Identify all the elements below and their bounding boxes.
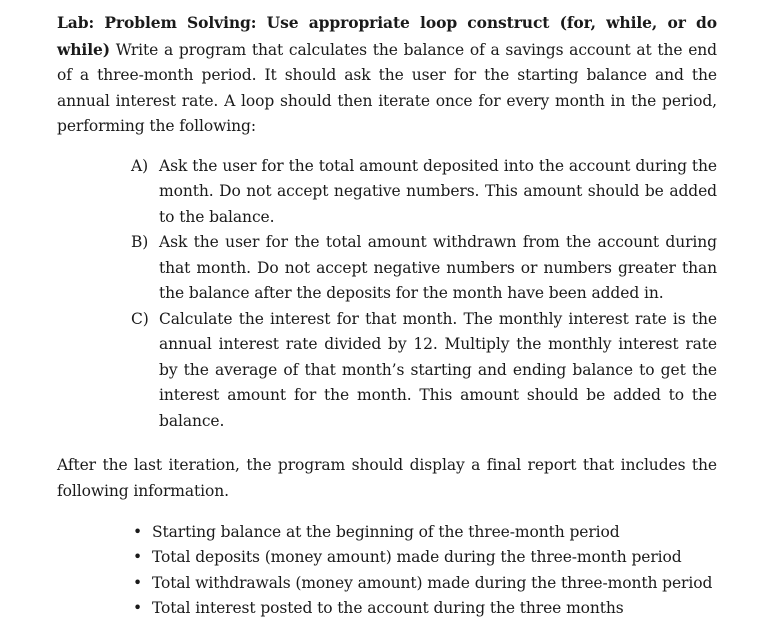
- step-marker: C): [131, 309, 149, 328]
- report-intro: After the last iteration, the program should display a final report that includes the following information.: [57, 456, 717, 500]
- report-item: [131, 520, 717, 546]
- step-item: [131, 230, 717, 307]
- report-item-text: Starting balance at the beginning of the three-month period: [152, 522, 620, 541]
- document-page: [57, 10, 717, 622]
- report-item: [131, 571, 717, 597]
- step-marker: A): [131, 156, 149, 175]
- lab-heading: Lab: Problem Solving: Use appropriate loop construct (for, while, or do while): [57, 13, 717, 59]
- steps-list: [131, 154, 717, 435]
- bullet-icon: •: [133, 548, 143, 566]
- step-text: Ask the user for the total amount deposited into the account during the month. Do not accept negative numbers. This amount should be added to the balance.: [159, 156, 717, 226]
- step-item: [131, 154, 717, 231]
- intro-body: Write a program that calculates the balance of a savings account at the end of a three-month period. It should ask the user for the starting balance and the annual interest rate. A loop should then iterate once for every month in the period, performing the following:: [57, 40, 717, 135]
- step-text: Calculate the interest for that month. The monthly interest rate is the annual interest rate divided by 12. Multiply the monthly interest rate by the average of that month’s starting and ending balance to get the interest amount for the month. This amount should be added to the balance.: [159, 309, 717, 430]
- report-item: [131, 596, 717, 622]
- bullet-icon: •: [133, 573, 143, 592]
- step-item: [131, 307, 717, 435]
- report-item-text: Total deposits (money amount) made during the three-month period: [152, 548, 682, 566]
- report-item-text: Total withdrawals (money amount) made during the three-month period: [152, 573, 713, 592]
- bullet-icon: •: [133, 522, 143, 541]
- step-marker: B): [131, 233, 149, 251]
- report-item-text: Total interest posted to the account during the three months: [152, 599, 624, 617]
- report-list: [131, 520, 717, 622]
- bullet-icon: •: [133, 599, 143, 617]
- intro-paragraph: [57, 10, 717, 140]
- report-item: [131, 545, 717, 571]
- step-text: Ask the user for the total amount withdrawn from the account during that month. Do not accept negative numbers or numbers greater than the balance after the deposits for the month have been added in.: [159, 233, 717, 302]
